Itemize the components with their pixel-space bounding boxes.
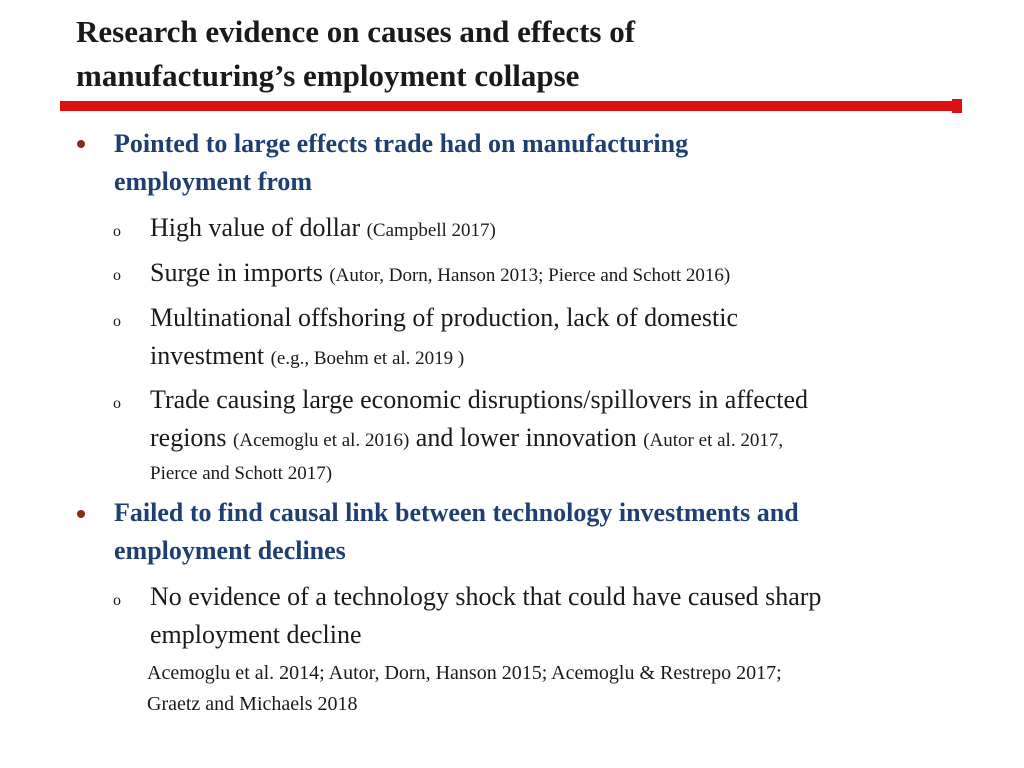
bullet-1-line-2: employment from: [114, 167, 313, 196]
bullet-dot-icon: [77, 510, 85, 518]
sub-bullet-2-1: [150, 578, 940, 654]
sub-bullet-line-1: Trade causing large economic disruptions/spillovers in affected: [150, 385, 809, 414]
references-line-1: Acemoglu et al. 2014; Autor, Dorn, Hanson 2015; Acemoglu & Restrepo 2017;: [147, 662, 782, 684]
sub-bullet-text: regions: [150, 423, 234, 452]
title-line-2: manufacturing’s employment collapse: [76, 58, 580, 93]
sub-bullet-1-4: [150, 381, 940, 488]
citation: (Autor et al. 2017,: [643, 430, 784, 451]
sub-bullet-line-2: [150, 419, 940, 460]
bullet-dot-icon: [77, 140, 85, 148]
citation: (Acemoglu et al. 2016): [233, 430, 410, 451]
sub-bullet-text: High value of dollar: [150, 213, 367, 242]
citation: (Autor, Dorn, Hanson 2013; Pierce and Schott 2016): [329, 265, 731, 286]
sub-bullet-marker-icon: o: [113, 592, 121, 609]
sub-bullet-marker-icon: o: [113, 313, 121, 330]
citation-line-2: Pierce and Schott 2017): [150, 463, 333, 484]
bullet-1-line-1: Pointed to large effects trade had on manufacturing: [114, 129, 689, 158]
sub-bullet-1-3: [150, 299, 940, 378]
sub-bullet-marker-icon: o: [113, 395, 121, 412]
bullet-2: [114, 494, 944, 570]
sub-bullet-text: Surge in imports: [150, 258, 330, 287]
sub-bullet-text: investment: [150, 341, 271, 370]
citation: (Campbell 2017): [366, 220, 496, 241]
sub-bullet-line-2: [150, 337, 940, 378]
bullet-2-line-1: Failed to find causal link between technology investments and: [114, 498, 799, 527]
sub-bullet-line-2: employment decline: [150, 620, 362, 649]
title-underline-end: [952, 99, 962, 113]
sub-bullet-line-1: Multinational offshoring of production, lack of domestic: [150, 303, 739, 332]
title-line-1: Research evidence on causes and effects of: [76, 14, 636, 49]
sub-bullet-text: and lower innovation: [409, 423, 644, 452]
bullet-1: [114, 125, 944, 201]
references-line-2: Graetz and Michaels 2018: [147, 693, 358, 715]
sub-bullet-marker-icon: o: [113, 223, 121, 240]
sub-bullet-1-2: [150, 254, 940, 295]
references: [147, 658, 947, 720]
sub-bullet-line-1: No evidence of a technology shock that could have caused sharp: [150, 582, 822, 611]
slide-title: [76, 10, 956, 98]
citation: (e.g., Boehm et al. 2019 ): [270, 348, 465, 369]
title-underline: [60, 101, 962, 111]
sub-bullet-marker-icon: o: [113, 267, 121, 284]
sub-bullet-1-1: [150, 209, 940, 250]
bullet-2-line-2: employment declines: [114, 536, 346, 565]
